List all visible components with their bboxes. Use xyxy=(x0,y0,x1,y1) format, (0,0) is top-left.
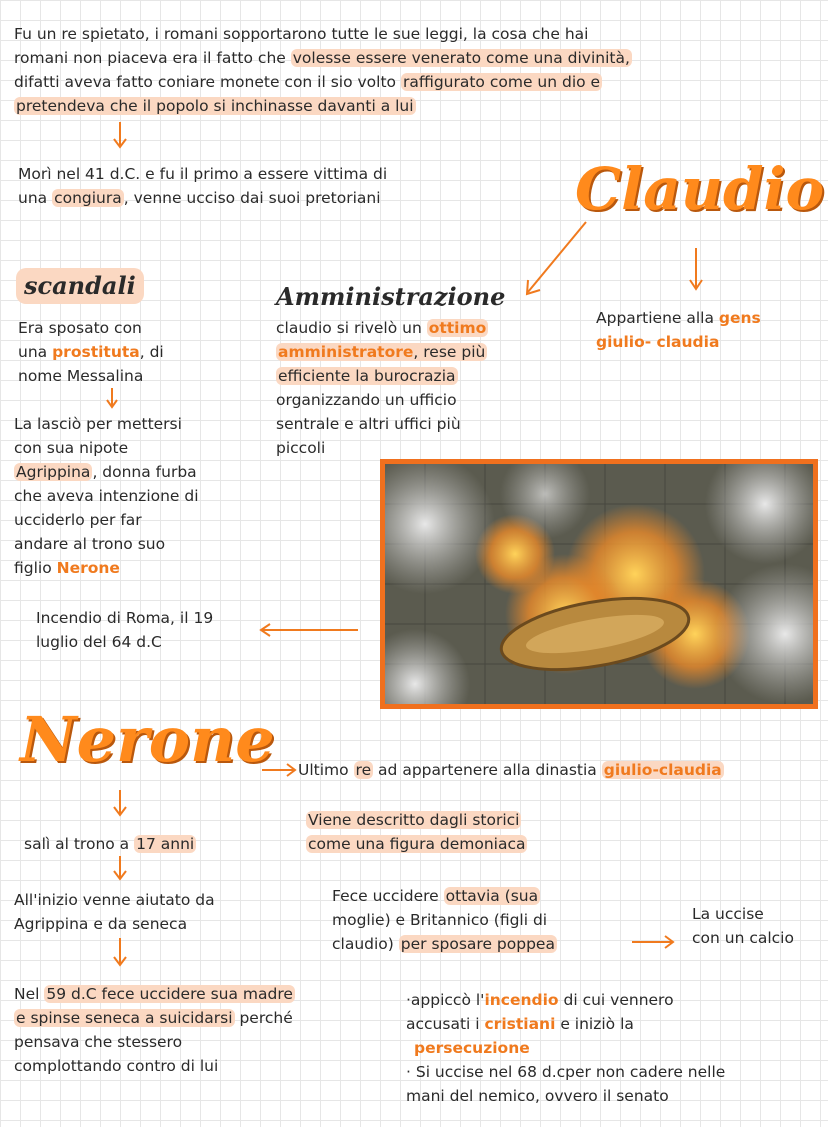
scandali-line-10 xyxy=(14,556,120,580)
scandali-line-5: con sua nipote xyxy=(14,439,129,457)
arrow-down-icon xyxy=(112,122,128,150)
claudio-title: Claudio xyxy=(575,155,825,223)
intro-line-2 xyxy=(14,46,632,70)
ottavia-highlight: per sposare poppea xyxy=(400,935,555,953)
calcio-line-1: La uccise xyxy=(692,905,764,923)
madre-text: Nel xyxy=(14,985,45,1003)
scandali-line-9: andare al trono suo xyxy=(14,535,166,553)
amm-line-1 xyxy=(276,316,488,340)
scandali-line-8: ucciderlo per far xyxy=(14,511,142,529)
ottavia-text: claudio) xyxy=(332,935,399,953)
ultimo-highlight: re xyxy=(355,761,372,779)
inc-text: di cui vennero xyxy=(558,991,674,1009)
ottavia-text: Fece uccidere xyxy=(332,887,444,905)
scandali-line-1: Era sposato con xyxy=(18,319,142,337)
intro-line-1: Fu un re spietato, i romani sopportarono tutte le sue leggi, la cosa che hai xyxy=(14,25,589,43)
arrow-down-icon xyxy=(688,248,704,292)
scandali-text: una xyxy=(18,343,53,361)
demon-line-1 xyxy=(306,808,521,832)
amm-keyword: amministratore xyxy=(278,343,414,361)
amm-line-6: piccoli xyxy=(276,439,326,457)
demon-line-2 xyxy=(306,832,527,856)
inc-text: accusati i xyxy=(406,1015,485,1033)
ottavia-line-1 xyxy=(332,884,540,908)
nerone-title: Nerone xyxy=(20,703,275,776)
arrow-left-icon xyxy=(260,622,360,638)
ultimo-line xyxy=(298,758,724,782)
arrow-right-icon xyxy=(632,934,676,950)
death-line-1: Morì nel 41 d.C. e fu il primo a essere vittima di xyxy=(18,165,388,183)
inc-line-2 xyxy=(406,1012,634,1036)
madre-text: perché xyxy=(234,1009,293,1027)
death-text: una xyxy=(18,189,53,207)
amm-text: claudio si rivelò un xyxy=(276,319,427,337)
scandali-highlight: Agrippina xyxy=(16,463,91,481)
amm-keyword: ottimo xyxy=(428,319,487,337)
scandali-line-7: che aveva intenzione di xyxy=(14,487,199,505)
arrow-icon xyxy=(520,218,592,300)
intro-text: romani non piaceva era il fatto che xyxy=(14,49,291,67)
rome-fire-image xyxy=(380,459,818,709)
ottavia-highlight: ottavia (sua xyxy=(445,887,539,905)
trono-line xyxy=(24,832,196,856)
scandali-text: , di xyxy=(139,343,164,361)
rome-fire-illustration xyxy=(385,464,813,704)
intro-highlight: raffigurato come un dio e xyxy=(402,73,601,91)
suic-line-1: · Si uccise nel 68 d.cper non cadere nelle xyxy=(406,1063,726,1081)
intro-highlight: volesse essere venerato come una divinità, xyxy=(292,49,630,67)
gens-line-1 xyxy=(596,306,761,330)
death-text: , venne ucciso dai suoi pretoriani xyxy=(123,189,381,207)
scandali-line-3: nome Messalina xyxy=(18,367,144,385)
inc-line-1 xyxy=(406,988,674,1012)
amministrazione-title: Amministrazione xyxy=(276,282,506,311)
madre-line-3: pensava che stessero xyxy=(14,1033,183,1051)
ultimo-text: ad appartenere alla dinastia xyxy=(373,761,602,779)
gens-text: Appartiene alla xyxy=(596,309,719,327)
scandali-text: , donna furba xyxy=(92,463,197,481)
arrow-right-icon xyxy=(262,762,298,778)
inc-text: e iniziò la xyxy=(555,1015,634,1033)
demon-highlight: come una figura demoniaca xyxy=(308,835,526,853)
incendio-line-1: Incendio di Roma, il 19 xyxy=(36,609,214,627)
gens-keyword: gens xyxy=(718,309,761,327)
madre-highlight: e spinse seneca a suicidarsi xyxy=(16,1009,233,1027)
amm-text: , rese più xyxy=(413,343,486,361)
intro-line-3 xyxy=(14,70,602,94)
death-line-2 xyxy=(18,186,381,210)
amm-highlight: efficiente la burocrazia xyxy=(278,367,456,385)
madre-line-4: complottando contro di lui xyxy=(14,1057,219,1075)
intro-text: difatti aveva fatto coniare monete con il sio volto xyxy=(14,73,401,91)
intro-line-4 xyxy=(14,94,416,118)
scandali-line-4: La lasciò per mettersi xyxy=(14,415,182,433)
trono-highlight: 17 anni xyxy=(136,835,195,853)
suic-line-2: mani del nemico, ovvero il senato xyxy=(406,1087,669,1105)
intro-highlight: pretendeva che il popolo si inchinasse davanti a lui xyxy=(16,97,414,115)
madre-line-1 xyxy=(14,982,295,1006)
arrow-down-icon xyxy=(112,790,128,818)
ultimo-keyword: giulio-claudia xyxy=(603,761,722,779)
amm-line-2 xyxy=(276,340,487,364)
demon-highlight: Viene descritto dagli storici xyxy=(308,811,520,829)
incendio-line-2: luglio del 64 d.C xyxy=(36,633,162,651)
ottavia-line-2: moglie) e Britannico (figli di xyxy=(332,911,548,929)
inc-keyword: incendio xyxy=(484,991,559,1009)
scandali-keyword: prostituta xyxy=(52,343,140,361)
amm-line-3 xyxy=(276,364,458,388)
amm-highlight xyxy=(276,343,487,361)
scandali-title: scandali xyxy=(16,268,144,304)
amm-line-5: sentrale e altri uffici più xyxy=(276,415,461,433)
inc-text: ·appiccò l' xyxy=(406,991,485,1009)
scandali-line-6 xyxy=(14,460,197,484)
ultimo-text: Ultimo xyxy=(298,761,354,779)
madre-line-2 xyxy=(14,1006,293,1030)
scandali-text: figlio xyxy=(14,559,57,577)
arrow-down-icon xyxy=(112,938,128,968)
arrow-down-icon xyxy=(104,388,120,410)
gens-line-2: giulio- claudia xyxy=(596,333,720,351)
death-highlight: congiura xyxy=(54,189,122,207)
aiuto-line-1: All'inizio venne aiutato da xyxy=(14,891,215,909)
aiuto-line-2: Agrippina e da seneca xyxy=(14,915,188,933)
trono-text: salì al trono a xyxy=(24,835,135,853)
ottavia-line-3 xyxy=(332,932,557,956)
arrow-down-icon xyxy=(112,856,128,882)
calcio-line-2: con un calcio xyxy=(692,929,794,947)
scandali-keyword: Nerone xyxy=(56,559,120,577)
inc-line-3: persecuzione xyxy=(414,1039,530,1057)
inc-keyword: cristiani xyxy=(484,1015,556,1033)
madre-highlight: 59 d.C fece uccidere sua madre xyxy=(46,985,293,1003)
amm-line-4: organizzando un ufficio xyxy=(276,391,457,409)
scandali-line-2 xyxy=(18,340,164,364)
